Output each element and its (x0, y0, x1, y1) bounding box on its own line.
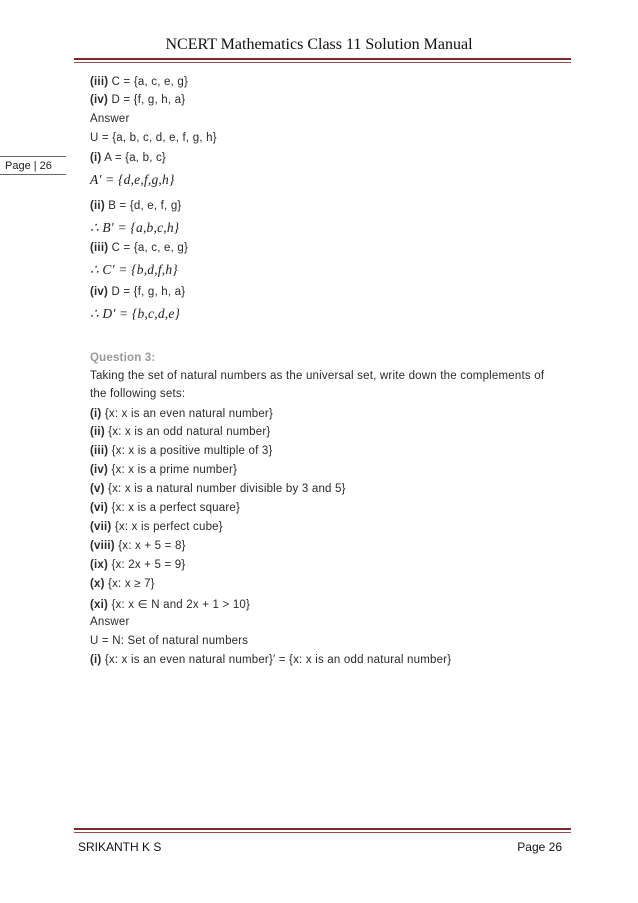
text-line (90, 635, 248, 647)
header-rule-thin (74, 62, 571, 63)
line-text: Taking the set of natural numbers as the universal set, write down the complements of (90, 370, 545, 382)
header-rule (74, 58, 571, 60)
item-number: (viii) (90, 540, 115, 552)
text-line (90, 242, 188, 254)
line-text: {x: 2x + 5 = 9} (108, 559, 186, 571)
item-number: (x) (90, 578, 105, 590)
text-line (90, 286, 185, 298)
line-text: {x: x is an odd natural number} (104, 426, 271, 438)
item-number: (iv) (90, 464, 109, 476)
line-text: {x: x + 5 = 8} (114, 540, 186, 552)
item-number: (iii) (90, 445, 109, 457)
line-text: the following sets: (90, 388, 186, 400)
text-line (90, 113, 130, 125)
line-text: {x: x ∈ N and 2x + 1 > 10} (108, 599, 251, 611)
item-number: (iii) (90, 76, 109, 88)
item-number: (iv) (90, 94, 109, 106)
text-line (90, 388, 185, 400)
line-text: D = {f, g, h, a} (108, 286, 186, 298)
text-line (90, 76, 188, 88)
text-line (90, 445, 273, 457)
line-text: {x: x is a natural number divisible by 3 and 5} (104, 483, 346, 495)
item-number: (i) (90, 654, 102, 666)
math-complement-line: ∴ D′ = {b,c,d,e} (90, 306, 181, 321)
line-text: C = {a, c, e, g} (108, 242, 189, 254)
text-line (90, 559, 185, 571)
line-text: D = {f, g, h, a} (108, 94, 186, 106)
line-text: {x: x ≥ 7} (104, 578, 155, 590)
side-page-tab: Page | 26 (0, 156, 66, 175)
text-line (90, 654, 451, 666)
footer-rule (74, 828, 571, 830)
text-line (90, 152, 166, 164)
math-complement-line: A′ = {d,e,f,g,h} (90, 172, 175, 187)
text-line (90, 597, 250, 611)
item-number: (vii) (90, 521, 112, 533)
line-text: U = {a, b, c, d, e, f, g, h} (90, 132, 217, 144)
item-number: (iv) (90, 286, 109, 298)
line-text: A = {a, b, c} (101, 152, 166, 164)
text-line (90, 408, 273, 420)
item-number: (v) (90, 483, 105, 495)
line-text: Answer (90, 113, 130, 125)
text-line (90, 616, 130, 628)
text-line (90, 94, 185, 106)
line-text: C = {a, c, e, g} (108, 76, 189, 88)
math-complement-line: ∴ B′ = {a,b,c,h} (90, 220, 180, 235)
line-text: {x: x is an even natural number} (101, 408, 273, 420)
line-text: {x: x is a prime number} (108, 464, 238, 476)
line-text: B = {d, e, f, g} (104, 200, 182, 212)
text-line (90, 464, 237, 476)
text-line (90, 521, 223, 533)
question-heading: Question 3: (90, 352, 156, 364)
math-complement-line: ∴ C′ = {b,d,f,h} (90, 262, 178, 277)
line-text: Answer (90, 616, 130, 628)
text-line (90, 540, 186, 552)
item-number: (i) (90, 408, 102, 420)
item-number: (iii) (90, 242, 109, 254)
text-line (90, 578, 155, 590)
item-number: (ii) (90, 426, 105, 438)
item-number: (ii) (90, 200, 105, 212)
item-number: (xi) (90, 599, 109, 611)
text-line (90, 502, 240, 514)
item-number: (ix) (90, 559, 109, 571)
line-text: {x: x is perfect cube} (111, 521, 223, 533)
footer-page-number: Page 26 (517, 840, 562, 854)
text-line (90, 483, 346, 495)
footer-author: SRIKANTH K S (78, 840, 162, 854)
text-line (90, 132, 217, 144)
line-text: {x: x is an even natural number}′ = {x: x is an odd natural number} (101, 654, 452, 666)
page-header: NCERT Mathematics Class 11 Solution Manual (165, 36, 473, 53)
item-number: (i) (90, 152, 102, 164)
line-text: {x: x is a perfect square} (108, 502, 241, 514)
footer-rule-thin (74, 832, 571, 833)
item-number: (vi) (90, 502, 109, 514)
line-text: {x: x is a positive multiple of 3} (108, 445, 273, 457)
text-line (90, 426, 270, 438)
line-text: U = N: Set of natural numbers (90, 635, 249, 647)
text-line (90, 370, 544, 382)
text-line (90, 200, 181, 212)
